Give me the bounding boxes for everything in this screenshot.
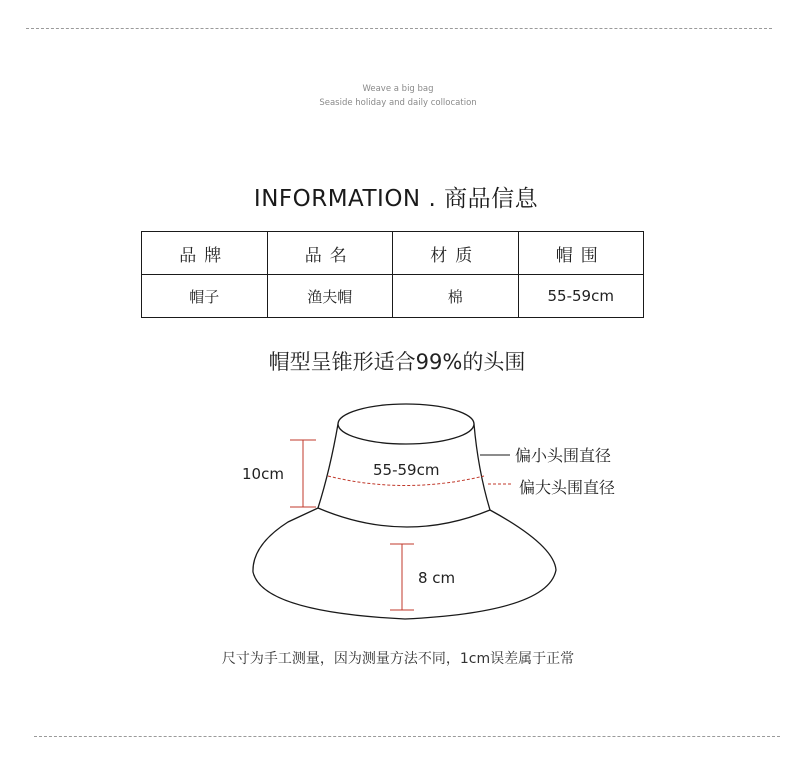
header-material: 材质 xyxy=(393,232,519,275)
tagline-line-2: Seaside holiday and daily collocation xyxy=(319,98,477,108)
fit-heading: 帽型呈锥形适合99%的头围 xyxy=(268,350,526,374)
value-material: 棉 xyxy=(393,275,519,318)
brim-width-label: 8 cm xyxy=(418,569,456,587)
bottom-dashed-divider xyxy=(34,736,780,737)
section-title: INFORMATION . 商品信息 xyxy=(253,186,539,212)
crown-height-measure xyxy=(290,440,316,507)
header-name: 品名 xyxy=(267,232,393,275)
crown-height-label: 10cm xyxy=(242,465,284,483)
large-head-label: 偏大头围直径 xyxy=(519,478,616,497)
measurement-footnote: 尺寸为手工测量，因为测量方法不同，1cm误差属于正常 xyxy=(221,651,575,667)
tagline-line-1: Weave a big bag xyxy=(362,84,434,94)
header-circumference: 帽围 xyxy=(518,232,644,275)
header-brand: 品牌 xyxy=(142,232,268,275)
circumference-label: 55-59cm xyxy=(373,461,440,479)
value-brand: 帽子 xyxy=(142,275,268,318)
value-circumference: 55-59cm xyxy=(518,275,644,318)
value-name: 渔夫帽 xyxy=(267,275,393,318)
small-head-label: 偏小头围直径 xyxy=(515,446,612,465)
brim-width-measure xyxy=(390,544,414,610)
hat-crown-top xyxy=(338,404,474,444)
